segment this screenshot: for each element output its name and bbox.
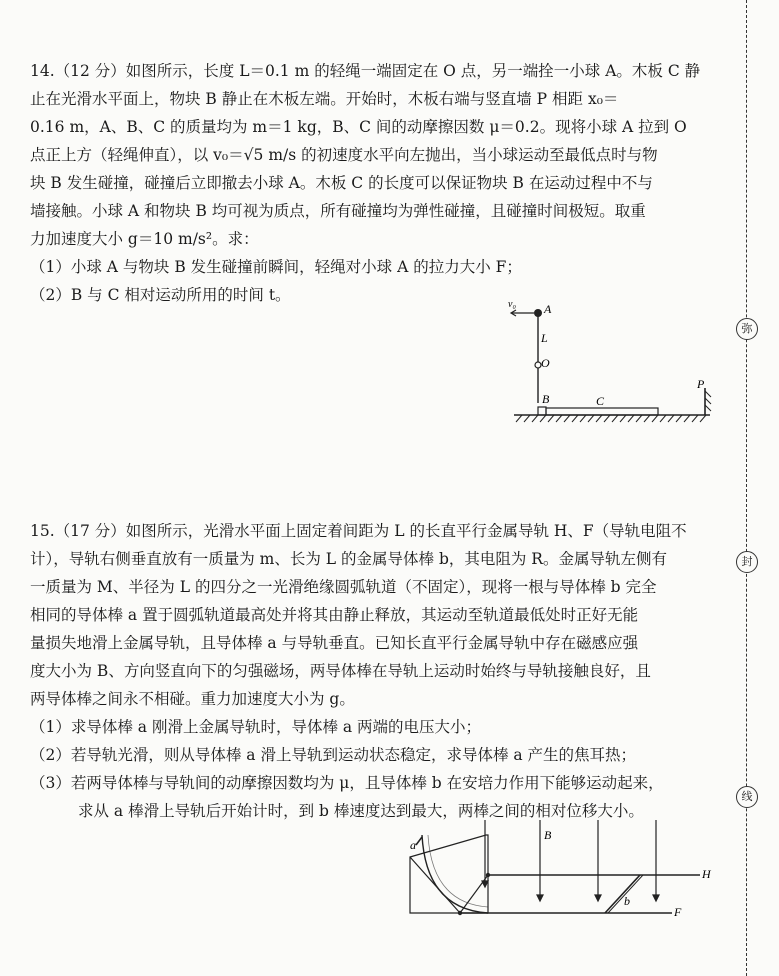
arc-surface: [422, 835, 488, 913]
binding-char-bottom: 线: [736, 786, 758, 808]
q15-line-2: 计），导轨右侧垂直放有一质量为 m、长为 L 的金属导体棒 b，其电阻为 R。金属导轨左侧有: [30, 550, 667, 568]
binding-line: [741, 0, 767, 976]
q14-line-6: 墙接触。小球 A 和物块 B 均可视为质点，所有碰撞均为弹性碰撞，且碰撞时间极短。取重: [30, 202, 646, 220]
magnetic-field-arrows: [482, 820, 659, 901]
binding-char-middle: 封: [736, 551, 758, 573]
q15-figure: [400, 815, 720, 930]
q14-figure: [500, 295, 725, 440]
q14-line-7: 力加速度大小 g＝10 m/s²。求：: [30, 230, 259, 248]
block-b: [538, 407, 546, 415]
q14-part-1: （1）小球 A 与物块 B 发生碰撞前瞬间，轻绳对小球 A 的拉力大小 F；: [30, 258, 522, 276]
q14-line-1: 14.（12 分）如图所示，长度 L＝0.1 m 的轻绳一端固定在 O 点，另一端拴一小球 A。木板 C 静: [30, 62, 701, 80]
label-b: b: [624, 894, 630, 908]
q15-part-3-cont: 求从 a 棒滑上导轨后开始计时，到 b 棒速度达到最大，两棒之间的相对位移大小。: [78, 802, 644, 820]
arc-depth-line: [410, 857, 460, 913]
label-o: O: [541, 356, 550, 370]
label-a: a: [410, 838, 416, 852]
q15-line-4: 相同的导体棒 a 置于圆弧轨道最高处并将其由静止释放，其运动至轨道最低处时正好无能: [30, 606, 639, 624]
label-b: B: [542, 392, 550, 406]
q15-line-6: 度大小为 B、方向竖直向下的匀强磁场，两导体棒在导轨上运动时始终与导轨接触良好，且: [30, 662, 651, 680]
label-v0: v₀: [508, 299, 516, 310]
q14-line-2: 止在光滑水平面上，物块 B 静止在木板左端。开始时，木板右端与竖直墙 P 相距 x₀＝: [30, 90, 619, 108]
q14-line-4: 点正上方（轻绳伸直），以 v₀＝√5 m/s 的初速度水平向左抛出，当小球运动至最低点时与物: [30, 146, 658, 164]
q15-line-5: 量损失地滑上金属导轨，且导体棒 a 与导轨垂直。已知长直平行金属导轨中存在磁感应强: [30, 634, 639, 652]
label-f: F: [674, 905, 682, 919]
q14-line-5: 块 B 发生碰撞，碰撞后立即撤去小球 A。木板 C 的长度可以保证物块 B 在运动过程中不与: [30, 174, 653, 192]
label-p: P: [697, 377, 705, 391]
ball-a: [534, 309, 542, 317]
q15-line-3: 一质量为 M、半径为 L 的四分之一光滑绝缘圆弧轨道（不固定），现将一根与导体棒 b 完全: [30, 578, 657, 596]
binding-char-top: 弥: [736, 318, 758, 340]
wall-hatching: [705, 391, 711, 411]
label-c: C: [596, 394, 605, 408]
rod-b: [605, 875, 640, 913]
q15-part-2: （2）若导轨光滑，则从导体棒 a 滑上导轨到运动状态稳定，求导体棒 a 产生的焦耳热；: [30, 746, 637, 764]
ground-hatching: [516, 415, 706, 422]
q14-line-3: 0.16 m，A、B、C 的质量均为 m＝1 kg，B、C 间的动摩擦因数 μ＝0.2。现将小球 A 拉到 O: [30, 118, 687, 136]
q14-part-2: （2）B 与 C 相对运动所用的时间 t。: [30, 286, 291, 304]
label-h: H: [702, 867, 711, 881]
q15-part-3: （3）若两导体棒与导轨间的动摩擦因数均为 μ，且导体棒 b 在安培力作用下能够运动起来，: [30, 774, 664, 792]
q15-line-7: 两导体棒之间永不相碰。重力加速度大小为 g。: [30, 690, 355, 708]
label-field-b: B: [544, 828, 552, 842]
label-a: A: [544, 302, 552, 316]
rod-a: [416, 837, 422, 845]
q15-part-1: （1）求导体棒 a 刚滑上金属导轨时，导体棒 a 两端的电压大小；: [30, 718, 482, 736]
label-l: L: [541, 331, 548, 345]
q15-line-1: 15.（17 分）如图所示，光滑水平面上固定着间距为 L 的长直平行金属导轨 H、F（导轨电阻不: [30, 522, 687, 540]
board-c: [546, 408, 658, 415]
